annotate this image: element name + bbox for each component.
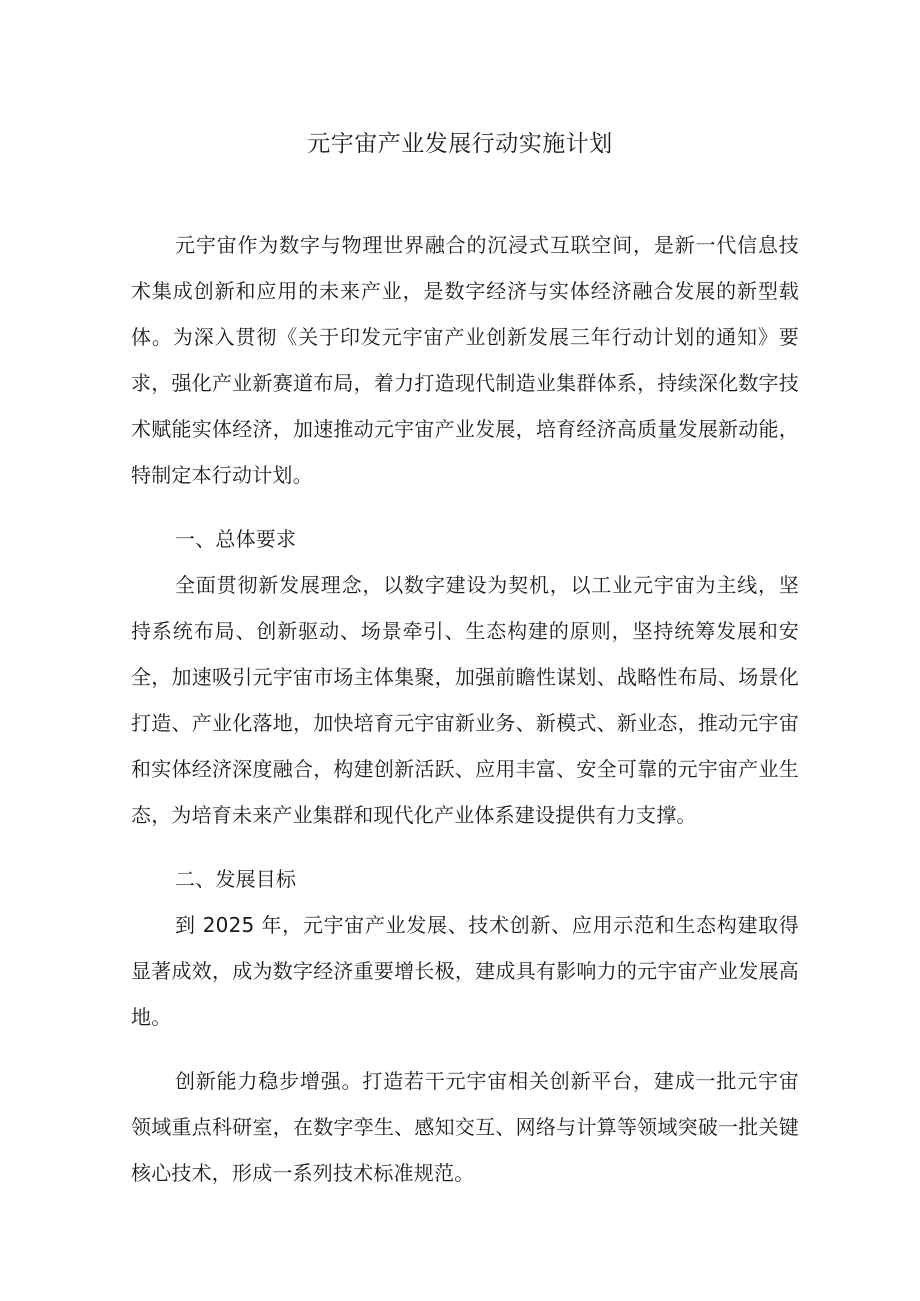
section-heading-general-requirements: 一、总体要求 (175, 527, 297, 551)
general-requirements-paragraph: 全面贯彻新发展理念，以数字建设为契机，以工业元宇宙为主线，坚持系统布局、创新驱动、场景牵引、生态构建的原则，坚持统筹发展和安全，加速吸引元宇宙市场主体集聚，加强前瞻性谋划、战略性布局、场景化打造、产业化落地，加快培育元宇宙新业务、新模式、新业态，推动元宇宙和实体经济深度融合，构建创新活跃、应用丰富、安全可靠的元宇宙产业生态，为培育未来产业集群和现代化产业体系建设提供有力支撑。 (131, 573, 799, 827)
section-heading-development-goals: 二、发展目标 (175, 867, 297, 891)
intro-paragraph: 元宇宙作为数字与物理世界融合的沉浸式互联空间，是新一代信息技术集成创新和应用的未来产业，是数字经济与实体经济融合发展的新型载体。为深入贯彻《关于印发元宇宙产业创新发展三年行动计划的通知》要求，强化产业新赛道布局，着力打造现代制造业集群体系，持续深化数字技术赋能实体经济，加速推动元宇宙产业发展，培育经济高质量发展新动能，特制定本行动计划。 (131, 233, 799, 487)
document-title: 元宇宙产业发展行动实施计划 (307, 131, 613, 157)
document-body (131, 222, 799, 1196)
innovation-capability-paragraph: 创新能力稳步增强。打造若干元宇宙相关创新平台，建成一批元宇宙领域重点科研室，在数字孪生、感知交互、网络与计算等领域突破一批关键核心技术，形成一系列技术标准规范。 (131, 1069, 799, 1185)
development-goals-paragraph: 到 2025 年，元宇宙产业发展、技术创新、应用示范和生态构建取得显著成效，成为数字经济重要增长极，建成具有影响力的元宇宙产业发展高地。 (131, 913, 799, 1029)
